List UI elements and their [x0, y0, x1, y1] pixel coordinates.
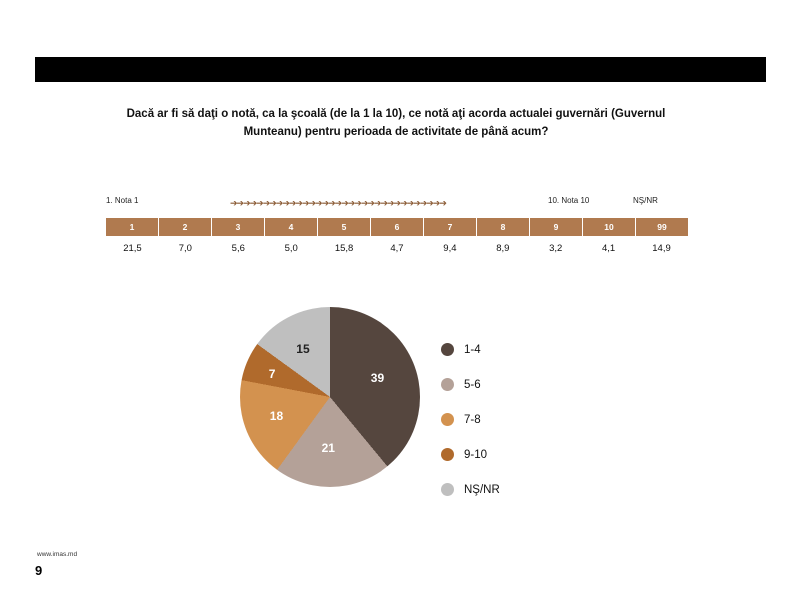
- arrow-icon: ➔➔➔➔➔➔➔➔➔➔➔➔➔➔➔➔➔➔➔➔➔➔➔➔➔➔➔➔➔➔➔➔➔: [230, 198, 446, 208]
- chart-legend: [441, 332, 581, 507]
- scale-axis-labels: [106, 196, 688, 212]
- scale-value-cell: 5,6: [231, 243, 245, 254]
- legend-swatch-icon: [441, 413, 454, 426]
- pie-label-1-4: 39: [370, 370, 385, 385]
- scale-value-cell: 8,9: [496, 243, 510, 254]
- scale-header-cell: 7: [424, 218, 477, 236]
- legend-item-9-10: [441, 437, 581, 472]
- legend-item-nsnr: [441, 472, 581, 507]
- legend-item-5-6: [441, 367, 581, 402]
- pie-chart: [240, 300, 420, 520]
- pie-label-7-8: 18: [269, 408, 284, 423]
- scale-header-cell: 99: [636, 218, 688, 236]
- scale-section: [106, 196, 688, 254]
- scale-header-cell: 5: [318, 218, 371, 236]
- pie-label-5-6: 21: [321, 441, 335, 456]
- scale-value-cell: 5,0: [284, 243, 298, 254]
- title-band: [35, 57, 766, 82]
- scale-header-cell: 2: [159, 218, 212, 236]
- scale-value-cell: 14,9: [652, 243, 671, 254]
- scale-right-label: 10. Nota 10: [548, 196, 590, 205]
- scale-value-cell: 15,8: [334, 243, 354, 254]
- legend-item-7-8: [441, 402, 581, 437]
- scale-value-cell: 21,5: [123, 243, 142, 254]
- scale-values-row: [106, 243, 688, 254]
- legend-swatch-icon: [441, 448, 454, 461]
- scale-header-cell: 4: [265, 218, 318, 236]
- legend-label: 7-8: [464, 413, 481, 426]
- legend-label: 5-6: [464, 378, 481, 391]
- legend-swatch-icon: [441, 483, 454, 496]
- legend-item-1-4: [441, 332, 581, 367]
- legend-swatch-icon: [441, 378, 454, 391]
- scale-value-cell: 4,1: [602, 243, 616, 254]
- scale-header-cell: 8: [477, 218, 530, 236]
- scale-value-cell: 9,4: [443, 243, 457, 254]
- legend-label: 9-10: [464, 448, 488, 461]
- legend-label: NŞ/NR: [464, 483, 500, 496]
- scale-value-cell: 3,2: [549, 243, 563, 254]
- scale-header-cell: 6: [371, 218, 424, 236]
- scale-left-label: 1. Nota 1: [106, 196, 139, 205]
- scale-header-cell: 3: [212, 218, 265, 236]
- pie-label-9-10: 7: [268, 366, 276, 381]
- scale-header-cell: 9: [530, 218, 583, 236]
- page-number: 9: [35, 563, 43, 578]
- scale-value-cell: 7,0: [178, 243, 192, 254]
- pie-slices: [240, 307, 420, 487]
- scale-nsnr-label: NŞ/NR: [633, 196, 658, 205]
- page-title: Dacă ar fi să daţi o notă, ca la şcoală (de la 1 la 10), ce notă aţi acorda actualei guvernări (Guvernul Munteanu) pentru perioada de activitate de până acum?: [126, 108, 666, 138]
- pie-label-nsnr: 15: [296, 342, 310, 357]
- scale-value-cell: 4,7: [390, 243, 404, 254]
- scale-header-row: [106, 218, 688, 236]
- website-label: www.imas.md: [37, 551, 78, 558]
- legend-swatch-icon: [441, 343, 454, 356]
- legend-label: 1-4: [464, 343, 481, 356]
- scale-header-cell: 10: [583, 218, 636, 236]
- scale-header-cell: 1: [106, 218, 159, 236]
